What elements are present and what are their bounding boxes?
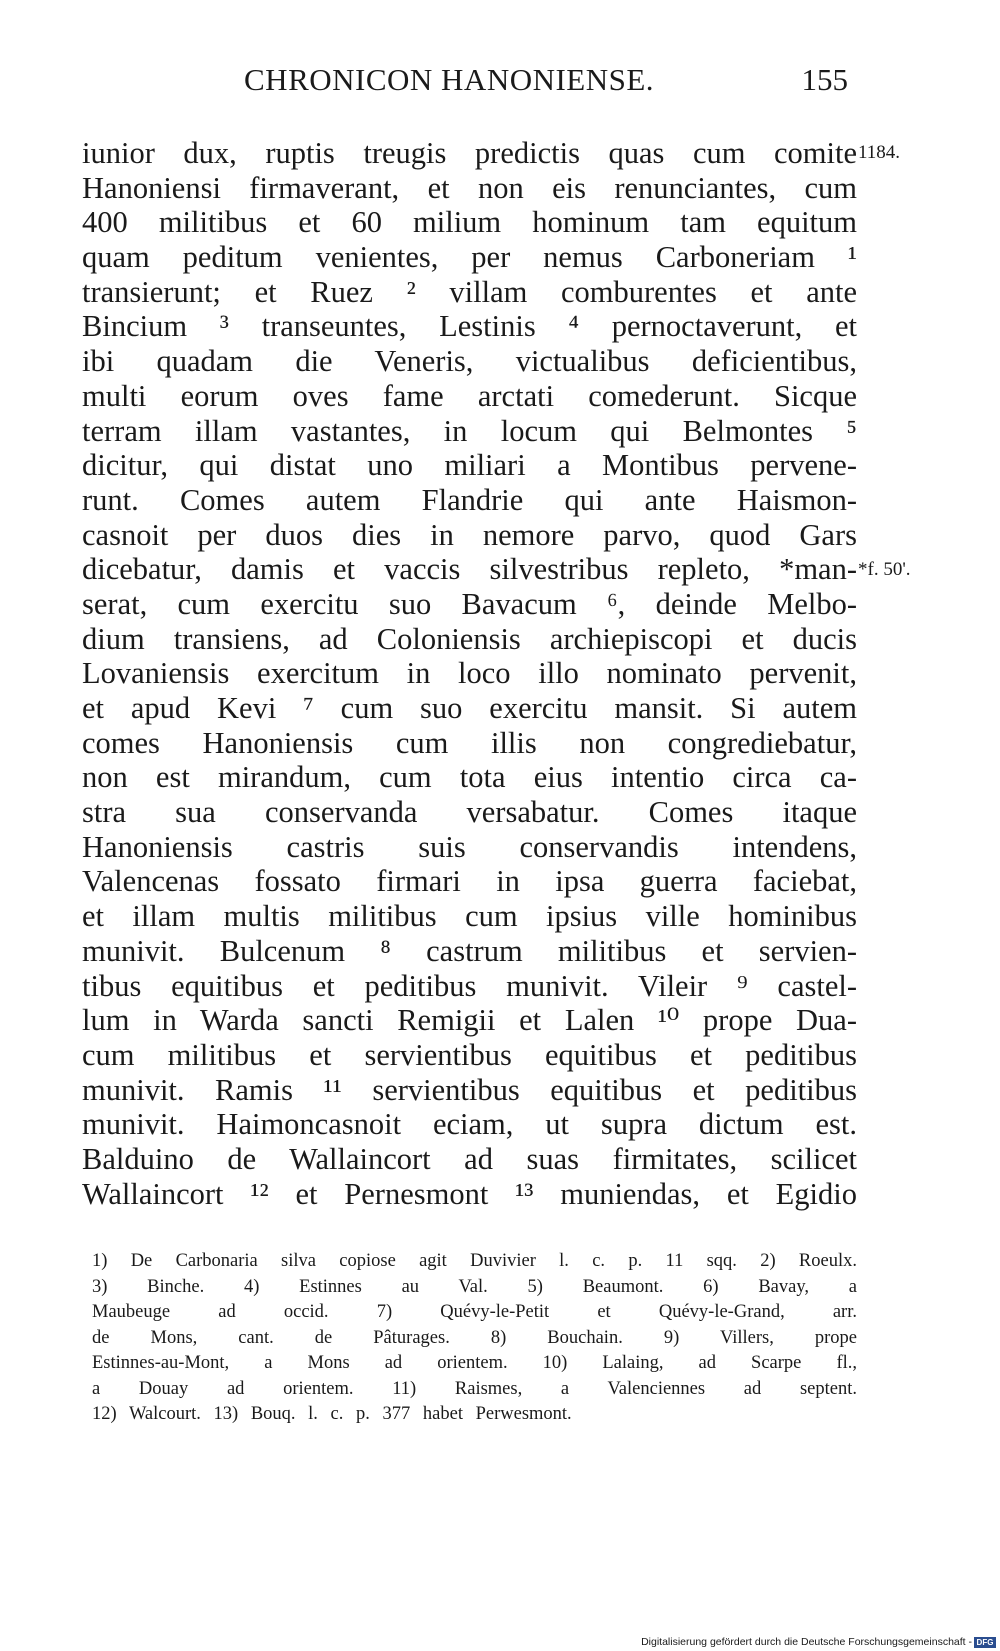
text-line: Bincium ³ transeuntes, Lestinis ⁴ pernoctaverunt, et <box>82 309 857 344</box>
text-line: ibi quadam die Veneris, victualibus deficientibus, <box>82 344 857 379</box>
text-line: runt. Comes autem Flandrie qui ante Haismon- <box>82 482 857 517</box>
text-line: dicitur, qui distat uno miliari a Montibus pervene- <box>82 448 857 483</box>
margin-folio: *f. 50'. <box>858 559 911 580</box>
footnote-line: Estinnes-au-Mont, a Mons ad orientem. 10) Lalaing, ad Scarpe fl., <box>92 1353 857 1373</box>
text-line: et apud Kevi ⁷ cum suo exercitu mansit. Si autem <box>82 691 857 725</box>
text-line: et illam multis militibus cum ipsius ville hominibus <box>82 899 857 934</box>
text-line: transierunt; et Ruez ² villam comburentes et ante <box>82 274 857 309</box>
text-line: munivit. Haimoncasnoit eciam, ut supra dictum est. <box>82 1107 857 1142</box>
text-line: munivit. Bulcenum ⁸ castrum militibus et servien- <box>82 933 857 968</box>
running-header <box>244 62 848 106</box>
text-line: Balduino de Wallaincort ad suas firmitates, scilicet <box>82 1141 857 1176</box>
margin-year: 1184. <box>858 142 901 163</box>
text-line: terram illam vastantes, in locum qui Belmontes ⁵ <box>82 413 857 448</box>
text-line: Valencenas fossato firmari in ipsa guerra faciebat, <box>82 864 857 899</box>
footnote-line: 1) De Carbonaria silva copiose agit Duvivier l. c. p. 11 sqq. 2) Roeulx. <box>92 1251 857 1271</box>
footnote-line: a Douay ad orientem. 11) Raismes, a Valenciennes ad septent. <box>92 1378 857 1399</box>
text-line: stra sua conservanda versabatur. Comes itaque <box>82 795 857 830</box>
text-line: tibus equitibus et peditibus munivit. Vileir ⁹ castel- <box>82 968 857 1003</box>
text-line: Wallaincort ¹² et Pernesmont ¹³ muniendas, et Egidio <box>82 1176 857 1211</box>
dfg-logo-icon: DFG <box>974 1637 996 1648</box>
text-line: comes Hanoniensis cum illis non congrediebatur, <box>82 725 857 760</box>
text-line: serat, cum exercitu suo Bavacum ⁶, deinde Melbo- <box>82 586 857 621</box>
text-line: Hanoniensis castris suis conservandis intendens, <box>82 829 857 864</box>
page-number: 155 <box>801 62 848 97</box>
page-title: CHRONICON HANONIENSE. <box>244 62 655 97</box>
text-line: casnoit per duos dies in nemore parvo, quod Gars <box>82 517 857 552</box>
text-line: Lovaniensis exercitum in loco illo nominato pervenit, <box>82 656 857 691</box>
digitization-credit <box>610 1636 998 1650</box>
text-line: dium transiens, ad Coloniensis archiepiscopi et ducis <box>82 621 857 656</box>
footnote-line: 12) Walcourt. 13) Bouq. l. c. p. 377 habet Perwesmont. <box>92 1404 572 1424</box>
text-line: munivit. Ramis ¹¹ servientibus equitibus et peditibus <box>82 1072 857 1107</box>
text-line: dicebatur, damis et vaccis silvestribus repleto, *man- <box>82 552 857 587</box>
footnotes <box>92 1249 857 1428</box>
footnote-line: Maubeuge ad occid. 7) Quévy-le-Petit et Quévy-le-Grand, arr. <box>92 1302 857 1322</box>
text-line: multi eorum oves fame arctati comederunt. Sicque <box>82 378 857 413</box>
main-text <box>82 136 857 1211</box>
credit-text: Digitalisierung gefördert durch die Deutsche Forschungsgemeinschaft - <box>641 1636 972 1648</box>
footnote-line: 3) Binche. 4) Estinnes au Val. 5) Beaumont. 6) Bavay, a <box>92 1276 857 1297</box>
text-line: cum militibus et servientibus equitibus et peditibus <box>82 1037 857 1072</box>
text-line: lum in Warda sancti Remigii et Lalen ¹⁰ prope Dua- <box>82 1003 857 1038</box>
text-line: quam peditum venientes, per nemus Carboneriam ¹ <box>82 240 857 275</box>
text-line: iunior dux, ruptis treugis predictis quas cum comite <box>82 136 857 170</box>
text-line: 400 militibus et 60 milium hominum tam equitum <box>82 205 857 240</box>
text-line: non est mirandum, cum tota eius intentio circa ca- <box>82 760 857 795</box>
footnote-line: de Mons, cant. de Pâturages. 8) Bouchain. 9) Villers, prope <box>92 1327 857 1348</box>
text-line: Hanoniensi firmaverant, et non eis renunciantes, cum <box>82 170 857 205</box>
